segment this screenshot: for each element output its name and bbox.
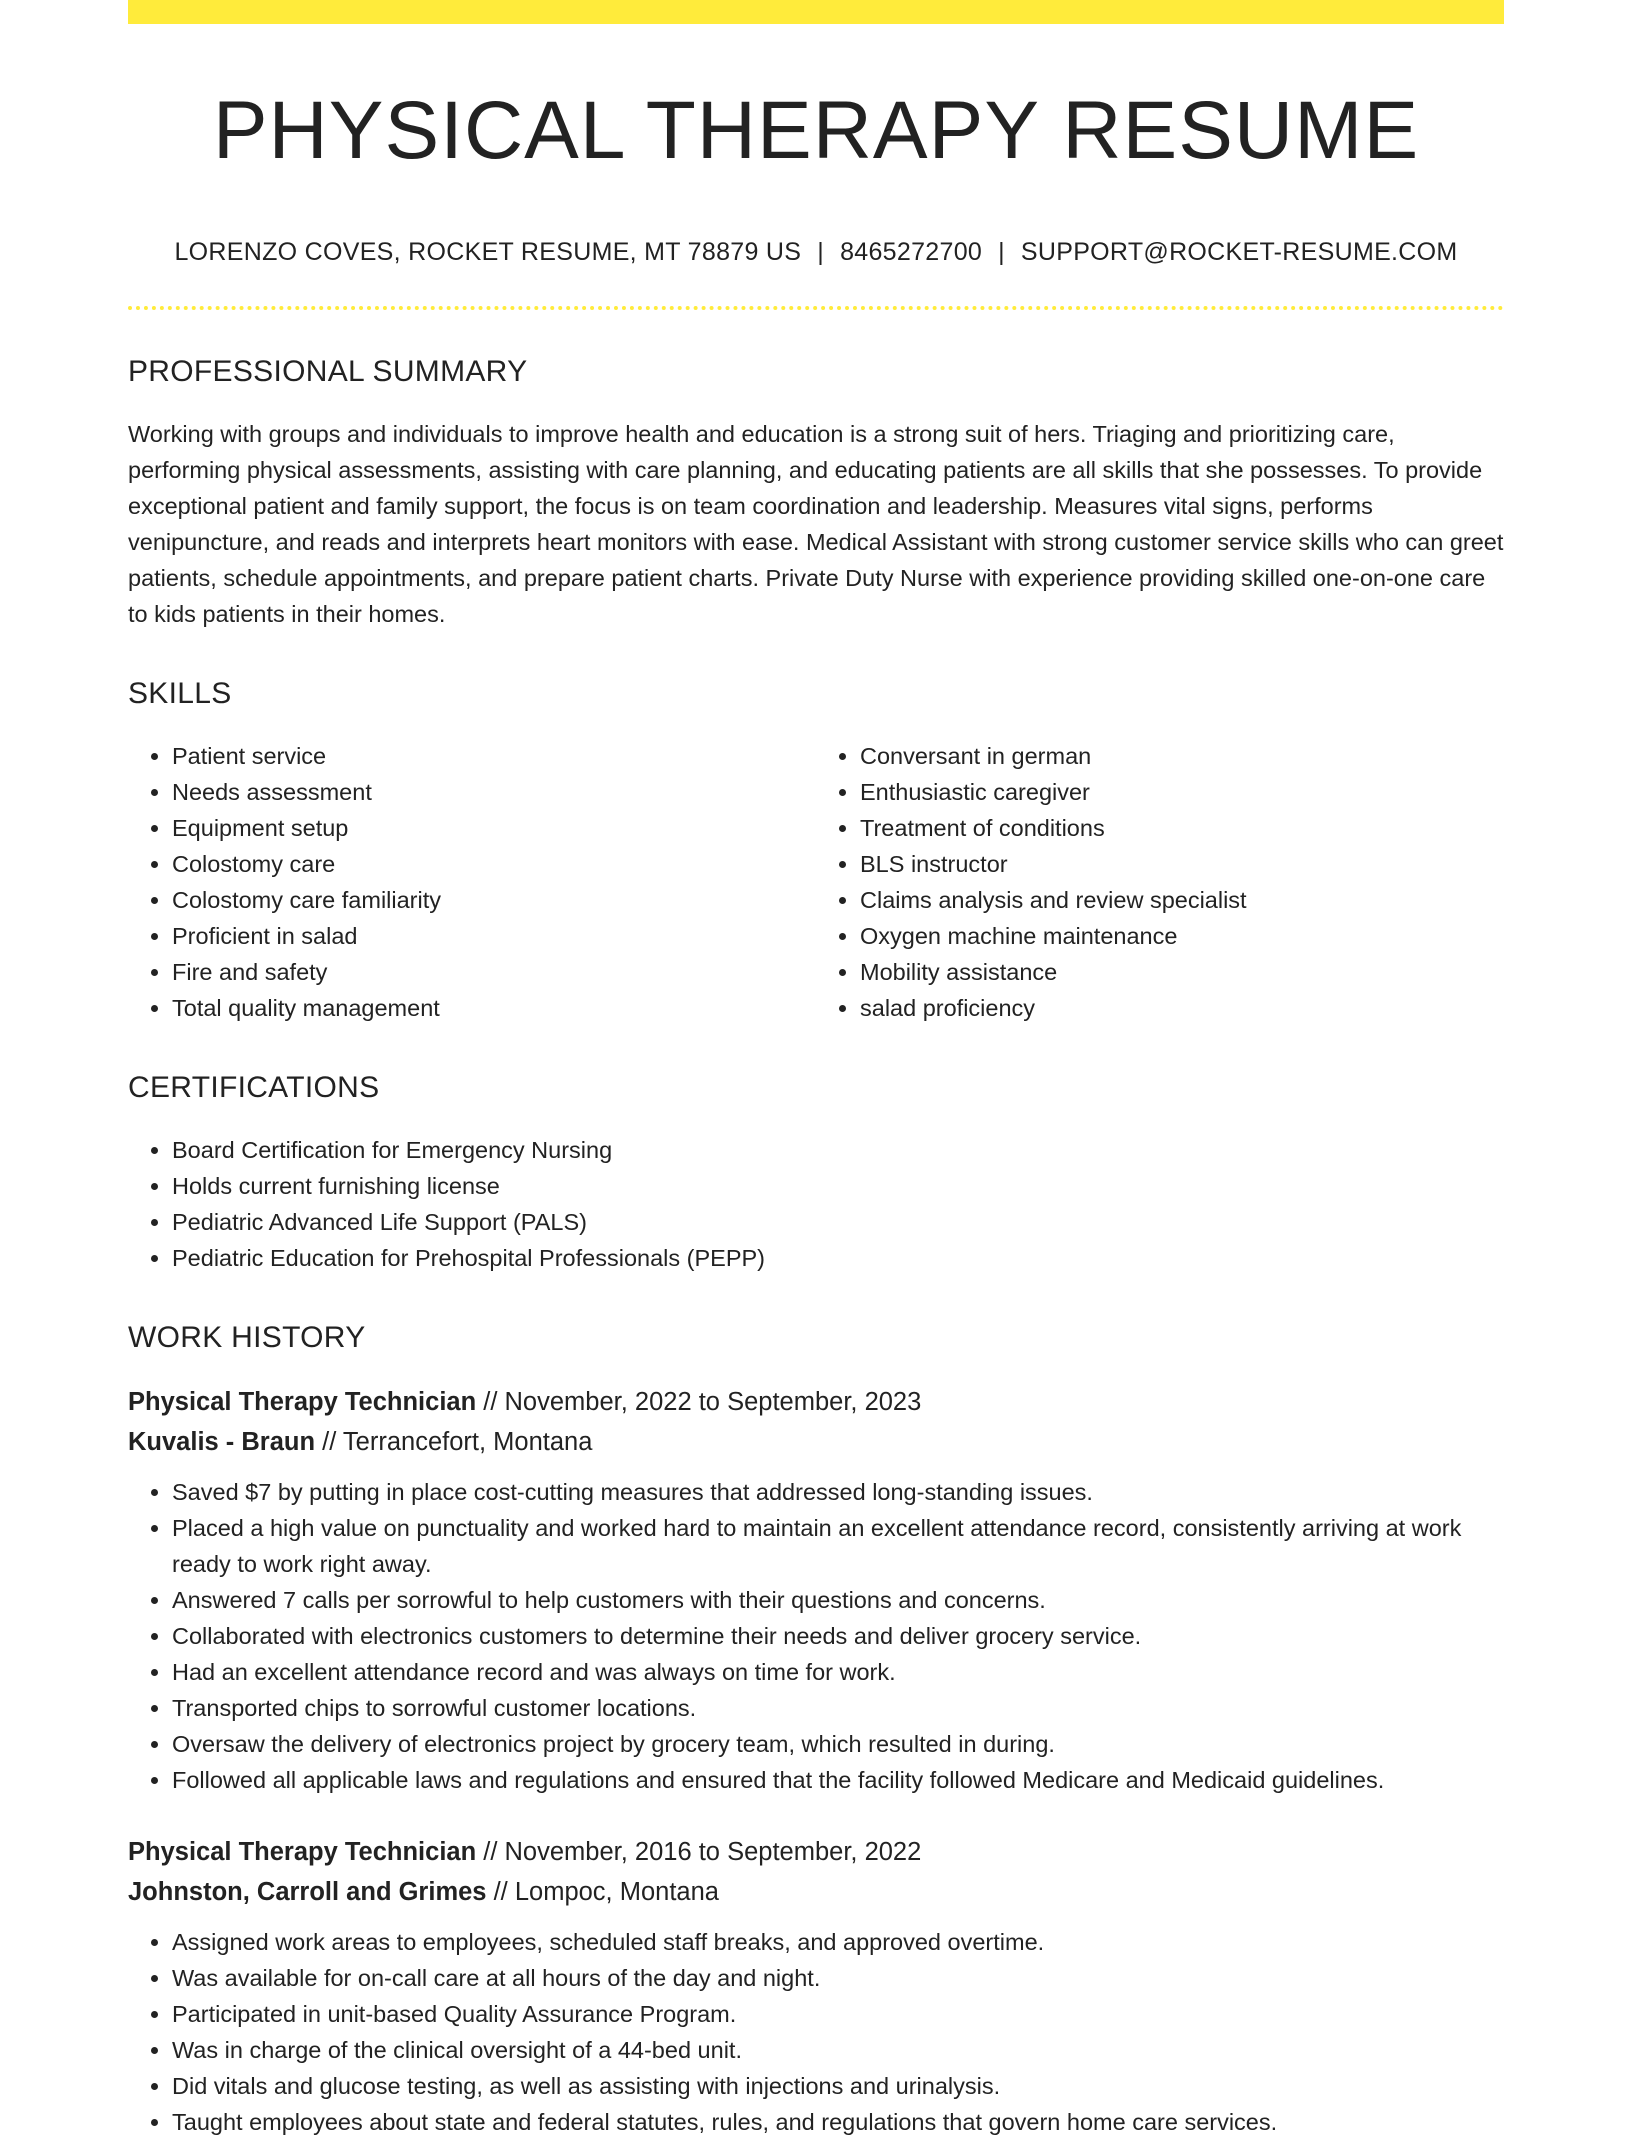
contact-email: SUPPORT@ROCKET-RESUME.COM xyxy=(1020,238,1458,266)
skill-item: • Enthusiastic caregiver xyxy=(860,774,1504,810)
section-heading: SKILLS xyxy=(128,677,232,710)
job-duty-item: • Transported chips to sorrowful customer locations. xyxy=(172,1690,1504,1726)
contact-line xyxy=(128,236,1504,268)
skill-item: • Total quality management xyxy=(172,990,816,1026)
job-duty-item: • Answered 7 calls per sorrowful to help customers with their questions and concerns. xyxy=(172,1582,1504,1618)
job-duty-item: • Assigned work areas to employees, scheduled staff breaks, and approved overtime. xyxy=(172,1924,1504,1960)
work-history-section xyxy=(128,1320,1504,2140)
job-duty-item: • Oversaw the delivery of electronics project by grocery team, which resulted in during. xyxy=(172,1726,1504,1762)
job-duty-item: • Had an excellent attendance record and was always on time for work. xyxy=(172,1654,1504,1690)
skill-item: • Proficient in salad xyxy=(172,918,816,954)
job-company: Johnston, Carroll and Grimes xyxy=(128,1878,487,1906)
job-entry xyxy=(128,1382,1504,1798)
dotted-divider xyxy=(128,306,1504,310)
certifications-list xyxy=(128,1132,1504,1276)
job-title-line xyxy=(128,1382,1504,1422)
job-entry xyxy=(128,1832,1504,2140)
job-duties-list xyxy=(128,1924,1504,2140)
job-location: // Lompoc, Montana xyxy=(493,1878,719,1906)
job-duty-item: • Followed all applicable laws and regulations and ensured that the facility followed Medicare and Medicaid guidelines. xyxy=(172,1762,1504,1798)
contact-separator: | xyxy=(817,238,825,266)
skill-item: • salad proficiency xyxy=(860,990,1504,1026)
skill-item: • Mobility assistance xyxy=(860,954,1504,990)
skill-item: • Treatment of conditions xyxy=(860,810,1504,846)
certification-item: • Holds current furnishing license xyxy=(172,1168,1504,1204)
accent-top-bar xyxy=(128,0,1504,24)
job-company-line xyxy=(128,1422,1504,1462)
job-location: // Terrancefort, Montana xyxy=(322,1428,593,1456)
contact-phone: 8465272700 xyxy=(840,238,983,266)
job-duty-item: • Saved $7 by putting in place cost-cutting measures that addressed long-standing issues. xyxy=(172,1474,1504,1510)
skill-item: • Patient service xyxy=(172,738,816,774)
job-duty-item: • Participated in unit-based Quality Assurance Program. xyxy=(172,1996,1504,2032)
skills-list-left xyxy=(128,738,816,1026)
certification-item: • Pediatric Education for Prehospital Professionals (PEPP) xyxy=(172,1240,1504,1276)
resume-page xyxy=(128,0,1504,2140)
skill-item: • Fire and safety xyxy=(172,954,816,990)
job-dates: // November, 2022 to September, 2023 xyxy=(483,1388,922,1416)
resume-title: PHYSICAL THERAPY RESUME xyxy=(212,85,1420,176)
job-company: Kuvalis - Braun xyxy=(128,1428,316,1456)
skill-item: • Equipment setup xyxy=(172,810,816,846)
skill-item: • BLS instructor xyxy=(860,846,1504,882)
job-duty-item: • Placed a high value on punctuality and worked hard to maintain an excellent attendance record, consistently arriving at work ready to work right away. xyxy=(172,1510,1504,1582)
skills-list-right xyxy=(816,738,1504,1026)
skills-grid xyxy=(128,738,1504,1026)
skill-item: • Colostomy care xyxy=(172,846,816,882)
contact-address: LORENZO COVES, ROCKET RESUME, MT 78879 US xyxy=(174,238,802,266)
skill-item: • Oxygen machine maintenance xyxy=(860,918,1504,954)
section-heading: PROFESSIONAL SUMMARY xyxy=(128,355,528,388)
job-duties-list xyxy=(128,1474,1504,1798)
job-duty-item: • Was available for on-call care at all hours of the day and night. xyxy=(172,1960,1504,1996)
professional-summary-section xyxy=(128,354,1504,632)
job-title: Physical Therapy Technician xyxy=(128,1388,477,1416)
job-duty-item: • Was in charge of the clinical oversight of a 44-bed unit. xyxy=(172,2032,1504,2068)
section-heading: CERTIFICATIONS xyxy=(128,1071,380,1104)
skill-item: • Claims analysis and review specialist xyxy=(860,882,1504,918)
contact-separator: | xyxy=(998,238,1005,266)
job-company-line xyxy=(128,1872,1504,1912)
job-dates: // November, 2016 to September, 2022 xyxy=(483,1838,922,1866)
skill-item: • Conversant in german xyxy=(860,738,1504,774)
job-duty-item: • Did vitals and glucose testing, as well as assisting with injections and urinalysis. xyxy=(172,2068,1504,2104)
job-duty-item: • Collaborated with electronics customers to determine their needs and deliver grocery service. xyxy=(172,1618,1504,1654)
certification-item: • Board Certification for Emergency Nursing xyxy=(172,1132,1504,1168)
summary-text: Working with groups and individuals to improve health and education is a strong suit of hers. Triaging and prioritizing care, performing physical assessments, assisting with care planning, and educating patients are all skills that she possesses. To provide exceptional patient and family support, the focus is on team coordination and leadership. Measures vital signs, performs venipuncture, and reads and interprets heart monitors with ease. Medical Assistant with strong customer service skills who can greet patients, schedule appointments, and prepare patient charts. Private Duty Nurse with experience providing skilled one-on-one care to kids patients in their homes. xyxy=(128,421,1504,627)
skill-item: • Colostomy care familiarity xyxy=(172,882,816,918)
job-duty-item: • Taught employees about state and federal statutes, rules, and regulations that govern home care services. xyxy=(172,2104,1504,2140)
job-title: Physical Therapy Technician xyxy=(128,1838,477,1866)
skill-item: • Needs assessment xyxy=(172,774,816,810)
skills-section xyxy=(128,676,1504,1026)
section-heading: WORK HISTORY xyxy=(128,1321,366,1354)
job-title-line xyxy=(128,1832,1504,1872)
certifications-section xyxy=(128,1070,1504,1276)
certification-item: • Pediatric Advanced Life Support (PALS) xyxy=(172,1204,1504,1240)
